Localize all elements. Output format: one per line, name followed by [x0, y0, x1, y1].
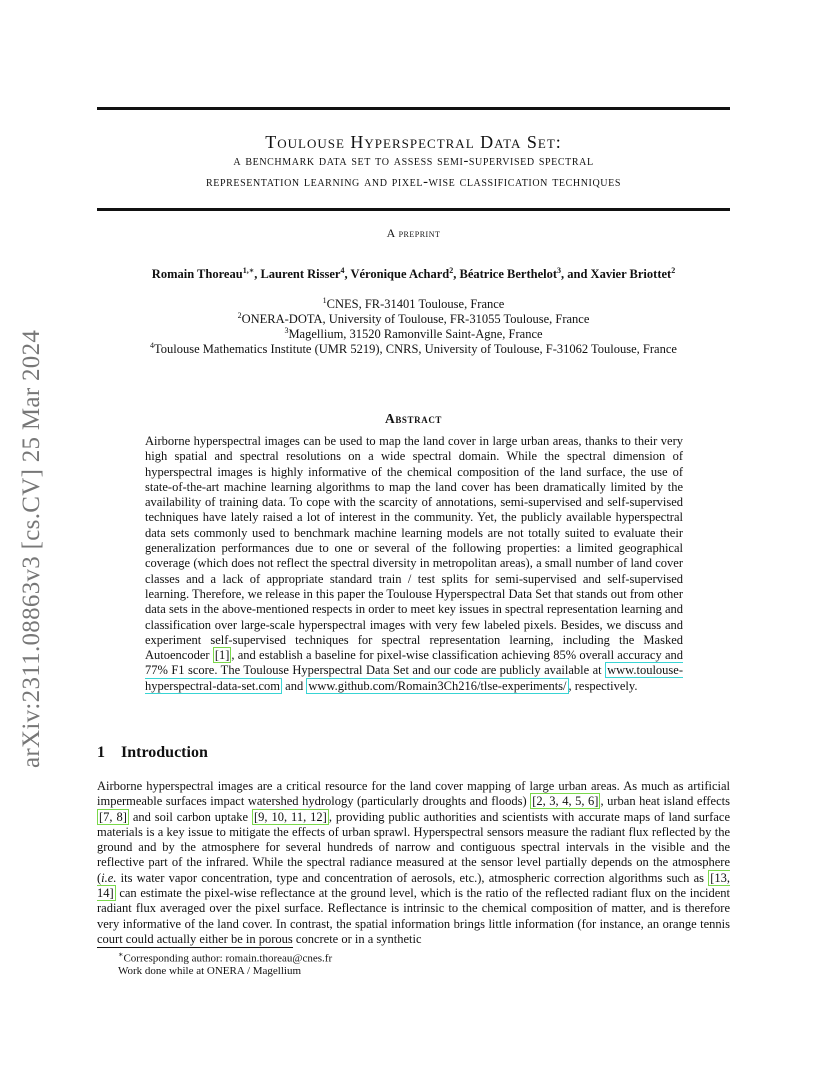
dataset-website-link[interactable]: www.toulouse-hyperspectral-data-set.com	[145, 663, 683, 693]
abstract-heading: Abstract	[384, 411, 443, 426]
author-name: Véronique Achard	[350, 267, 450, 282]
abstract-body: Airborne hyperspectral images can be used to map the land cover in large urban areas, thanks to their very high spatial and spectral resolutions on a wide spectral domain. While the spectral dimension of hyperspectral images is highly informative of the chemical composition of the land surface, the use of state-of-the-art machine learning algorithms to map the land cover has been dramatically limited by the availability of training data. To cope with the scarcity of annotations, semi-supervised and self-supervised techniques have lately raised a lot of interest in the community. Yet, the publicly available hyperspectral data sets commonly used to benchmark machine learning models are not totally suited to evaluate their generalization performances due to one or several of the following properties: a limited geographical coverage (which does not reflect the spectral diversity in metropolitan areas), a small number of land cover classes and a lack of appropriate standard train / test splits for semi-supervised and self-supervised learning. Therefore, we release in this paper the Toulouse Hyperspectral Data Set that stands out from other data sets in the above-mentioned respects in order to meet key issues in spectral representation learning and classification over large-scale hyperspectral images with very few labeled pixels. Besides, we discuss and experiment self-supervised techniques for spectral representation learning, including the Masked Autoencoder [1] , and establish a baseline for pixel-wise classification achieving 85% overall accuracy and 77% F1 score. The Toulouse Hyperspectral Data Set and our code are publicly available at www.toulouse-hyperspectral-data-set.com and www.github.com/Romain3Ch216/tlse-experiments/ , respectively.	[145, 434, 684, 693]
footnote-work-done: Work done while at ONERA / Magellium	[118, 965, 302, 977]
arxiv-sidebar-stamp: arXiv:2311.08863v3 [cs.CV] 25 Mar 2024	[18, 329, 45, 768]
author-affil-mark: 2	[671, 266, 676, 275]
section-number: 1	[97, 744, 105, 761]
affiliation: $^1$CNES, FR-31401 Toulouse, France	[322, 296, 505, 312]
author-affil-mark: 1,∗	[242, 266, 255, 275]
preprint-label: A preprint	[386, 226, 441, 240]
paper-title: Toulouse Hyperspectral Data Set:	[265, 132, 562, 152]
author-name: Béatrice Berthelot	[459, 267, 558, 282]
top-rule	[97, 107, 730, 110]
paper-subtitle-line1: a benchmark data set to assess semi-supervised spectral	[233, 153, 594, 169]
author-name: Romain Thoreau	[151, 267, 243, 282]
affiliation: $^2$ONERA-DOTA, University of Toulouse, FR-31055 Toulouse, France	[237, 311, 590, 327]
footnote-rule	[97, 947, 293, 948]
title-bottom-rule	[97, 208, 730, 211]
author-affil-mark: 4	[340, 266, 345, 275]
citation-link[interactable]: [1]	[214, 648, 230, 663]
introduction-paragraph: Airborne hyperspectral images are a critical resource for the land cover mapping of large urban areas. As much as artificial impermeable surfaces impact watershed hydrology (particularly droughts and floods) [2, 3, 4, 5, 6] , urban heat island effects [7, 8] and soil carbon uptake [9, 10, 11, 12] , providing public authorities and scientists with accurate maps of land surface materials is a key issue to mitigate the effects of urban sprawl. Hyperspectral sensors measure the radiant flux reflected by the ground and by the atmosphere for several hundreds of narrow and contiguous spectral intervals in the visible and the reflective part of the infrared. While the spectral radiance measured at the sensor level partially depends on the atmosphere (i.e. its water vapor concentration, type and concentration of aerosols, etc.), atmospheric correction algorithms such as [13, 14] can estimate the pixel-wise reflectance at the ground level, which is the ratio of the reflected radiant flux on the incident radiant flux averaged over the pixel surface. Reflectance is intrinsic to the chemical composition of matter, and is therefore very informative of the land cover. In contrast, the spatial information brings little information (for instance, an orange tennis court could actually either be in porous concrete or in a synthetic	[97, 779, 730, 946]
author-affil-mark: 3	[557, 266, 562, 275]
section-heading	[97, 744, 208, 762]
citation-link[interactable]: [2, 3, 4, 5, 6]	[532, 794, 599, 809]
author-list: Romain Thoreau$^{1,∗}$, Laurent Risser$^4$, Véronique Achard$^2$, Béatrice Berthelot$^3$, and Xavier Briottet$^2$	[151, 266, 676, 282]
affiliation: $^4$Toulouse Mathematics Institute (UMR 5219), CNRS, University of Toulouse, F-31062 Toulouse, France	[150, 341, 677, 357]
github-repo-link[interactable]: www.github.com/Romain3Ch216/tlse-experiments/	[308, 678, 567, 693]
affiliation: $^3$Magellium, 31520 Ramonville Saint-Agne, France	[284, 326, 543, 342]
author-name: Laurent Risser	[260, 267, 341, 282]
paper-subtitle-line2: representation learning and pixel-wise classification techniques	[206, 174, 621, 190]
section-title: Introduction	[121, 744, 208, 761]
citation-link[interactable]: [7, 8]	[99, 809, 127, 824]
author-affil-mark: 2	[449, 266, 454, 275]
author-name: Xavier Briottet	[590, 267, 672, 282]
footnote-corresponding-author: ∗Corresponding author: romain.thoreau@cnes.fr	[118, 950, 333, 965]
citation-link[interactable]: [13, 14]	[97, 870, 730, 901]
citation-link[interactable]: [9, 10, 11, 12]	[254, 809, 327, 824]
